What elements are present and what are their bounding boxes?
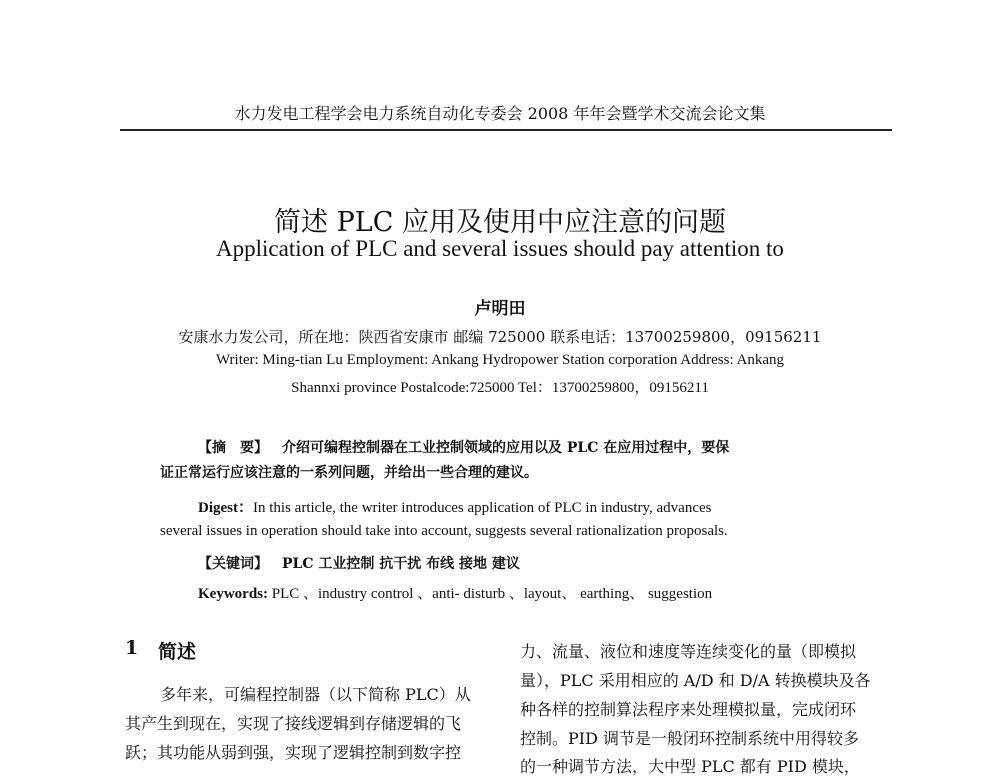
running-header: 水力发电工程学会电力系统自动化专委会 2008 年年会暨学术交流会论文集: [234, 104, 766, 123]
abstract-chinese-line2: 证正常运行应该注意的一系列问题，并给出一些合理的建议。: [160, 465, 538, 481]
affiliation-english-line2: Shannxi province Postalcode:725000 Tel：13700259800，09156211: [291, 380, 709, 396]
abstract-english-line2: several issues in operation should take into account, suggests several rationalization proposals.: [160, 523, 728, 539]
abstract-en-text-1: In this article, the writer introduces application of PLC in industry, advances: [253, 500, 712, 516]
body-right-line: 控制。PID 调节是一般闭环控制系统中用得较多: [520, 729, 860, 748]
section-title: 简述: [158, 641, 197, 663]
body-left-line: 多年来，可编程控制器（以下简称 PLC）从: [160, 685, 471, 704]
body-right-line: 量），PLC 采用相应的 A/D 和 D/A 转换模块及各: [520, 671, 871, 690]
keywords-cn-text: PLC 工业控制 抗干扰 布线 接地 建议: [282, 556, 520, 572]
title-chinese: 简述 PLC 应用及使用中应注意的问题: [274, 207, 726, 238]
abstract-english-line1: [198, 496, 712, 517]
author-name: 卢明田: [474, 299, 526, 319]
body-left-line: 其产生到现在，实现了接线逻辑到存储逻辑的飞: [125, 714, 462, 733]
body-right-line: 力、流量、液位和速度等连续变化的量（即模拟: [520, 642, 857, 661]
abstract-en-label: Digest：: [198, 500, 253, 516]
header-rule: [120, 129, 892, 131]
body-left-line: 跃；其功能从弱到强，实现了逻辑控制到数字控: [125, 743, 462, 762]
section-number: 1: [125, 637, 139, 659]
abstract-cn-label: 【摘 要】: [198, 440, 268, 456]
keywords-chinese: [198, 553, 520, 573]
keywords-en-text: PLC 、industry control 、anti- disturb 、layout、 earthing、 suggestion: [271, 586, 713, 602]
keywords-english: [198, 582, 712, 603]
affiliation-english-line1: Writer: Ming-tian Lu Employment: Ankang Hydropower Station corporation Address: Ankang: [215, 352, 785, 368]
affiliation-chinese: 安康水力发公司，所在地：陕西省安康市 邮编 725000 联系电话：13700259800，09156211: [178, 328, 822, 346]
keywords-en-label: Keywords:: [198, 586, 268, 602]
body-right-line: 种各样的控制算法程序来处理模拟量，完成闭环: [520, 700, 857, 719]
keywords-cn-label: 【关键词】: [198, 556, 268, 572]
title-english: Application of PLC and several issues should pay attention to: [216, 236, 784, 261]
abstract-cn-text-1: 介绍可编程控制器在工业控制领域的应用以及 PLC 在应用过程中，要保: [282, 440, 730, 456]
abstract-chinese-line1: [198, 437, 729, 457]
body-right-line: 的一种调节方法，大中型 PLC 都有 PID 模块，: [520, 757, 860, 776]
